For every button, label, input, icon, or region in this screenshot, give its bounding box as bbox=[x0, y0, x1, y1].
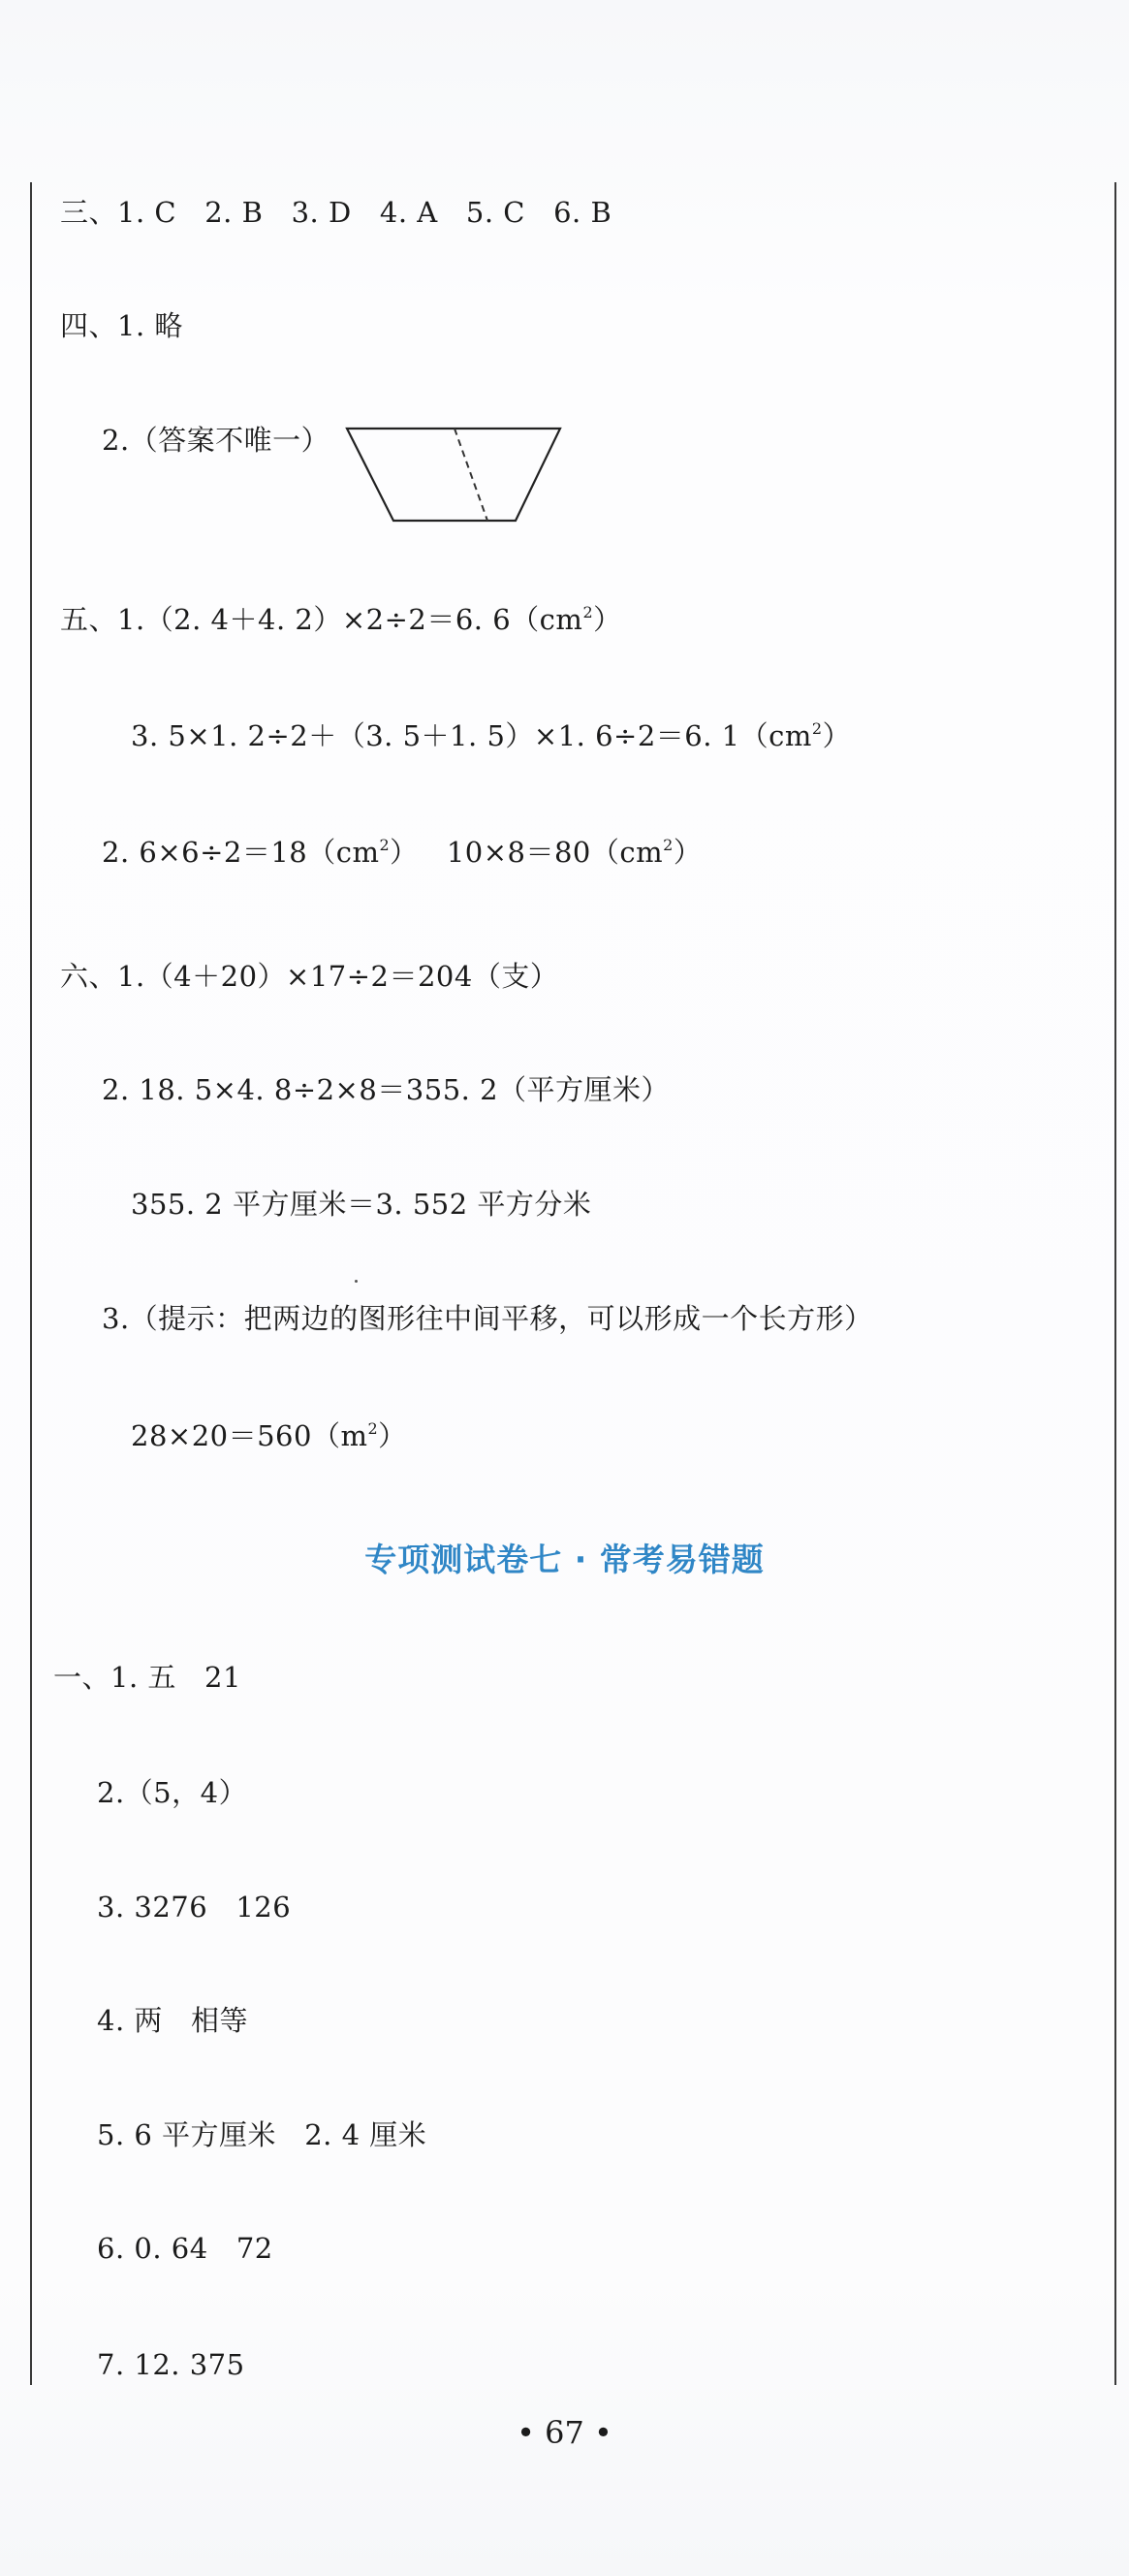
page-number: • 67 • bbox=[517, 2414, 612, 2451]
trapezoid-figure bbox=[345, 427, 562, 524]
answer-section-6-item-2: 2. 18. 5×4. 8÷2×8＝355. 2（平方厘米） bbox=[102, 1073, 671, 1106]
answer-section-1-item-5: 5. 6 平方厘米 2. 4 厘米 bbox=[97, 2118, 427, 2151]
answer-section-1-item-2: 2.（5，4） bbox=[97, 1776, 248, 1809]
answer-section-4-item-1: 四、1. 略 bbox=[60, 309, 183, 342]
answer-section-5-item-2: 2. $6\times 6\div 2=18(cm^2)$ $10\times 8=80(cm^2)$ bbox=[102, 836, 703, 869]
answer-section-4-item-2: 2.（答案不唯一） bbox=[102, 424, 330, 457]
answer-section-6-item-3-b: $28\times 20=560(m^2)$ bbox=[131, 1419, 407, 1452]
scan-speck bbox=[355, 1280, 358, 1283]
answer-section-3: 三、1. C 2. B 3. D 4. A 5. C 6. B bbox=[60, 196, 612, 229]
right-margin-rule bbox=[1114, 182, 1116, 2385]
answer-section-1-item-3: 3. 3276 126 bbox=[97, 1891, 292, 1924]
answer-section-1-item-1: 一、1. 五 21 bbox=[53, 1661, 241, 1694]
answer-section-1-item-7: 7. 12. 375 bbox=[97, 2348, 245, 2381]
answer-section-5-item-1-b: 3. 5×1. 2÷2＋（3. 5＋1. 5）×1. 6÷2＝6. $1(cm^2)$ bbox=[131, 719, 852, 752]
left-margin-rule bbox=[30, 182, 32, 2385]
answer-section-1-item-6: 6. 0. 64 72 bbox=[97, 2232, 273, 2265]
section-title: 专项测试卷七 · 常考易错题 bbox=[364, 1541, 765, 1578]
answer-section-6-item-3: 3.（提示：把两边的图形往中间平移，可以形成一个长方形） bbox=[102, 1302, 873, 1335]
answer-section-6-item-2-b: 355. 2 平方厘米＝3. 552 平方分米 bbox=[131, 1188, 592, 1221]
answer-section-6-item-1: 六、1.（4＋20）×17÷2＝204（支） bbox=[60, 960, 559, 993]
answer-section-1-item-4: 4. 两 相等 bbox=[97, 2004, 249, 2037]
answer-section-5-item-1: 五、1.（2. 4＋4. 2）×2÷2＝6. $6(cm^2)$ bbox=[60, 603, 622, 636]
